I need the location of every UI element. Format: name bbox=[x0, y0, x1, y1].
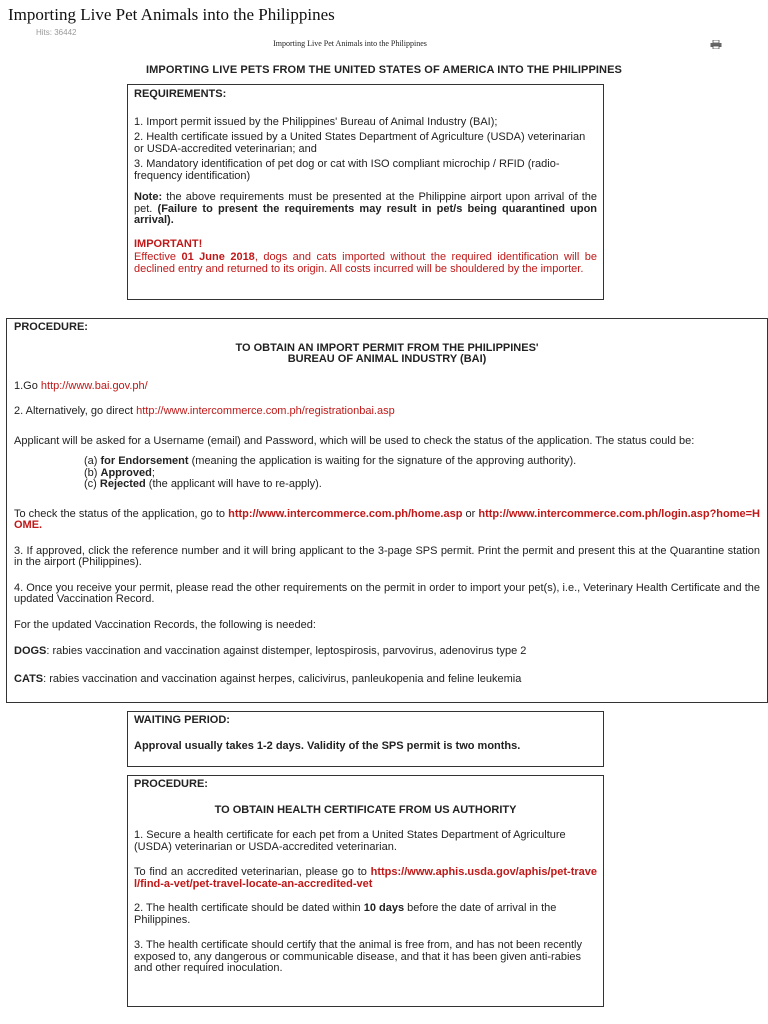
requirement-item-3: 3. Mandatory identification of pet dog or cat with ISO compliant microchip / RFID (radio-frequency identification) bbox=[134, 158, 560, 182]
status-endorsement bbox=[84, 456, 660, 468]
step-2-prefix: 2. Alternatively, go direct bbox=[14, 405, 137, 417]
note-text: the above requirements must be presented at the Philippine airport upon arrival of the pet. bbox=[134, 191, 597, 215]
find-vet bbox=[134, 867, 597, 890]
status-c-bold: Rejected bbox=[99, 478, 146, 490]
main-heading: IMPORTING LIVE PETS FROM THE UNITED STATES OF AMERICA INTO THE PHILIPPINES bbox=[146, 64, 622, 76]
hc-step-2-post: before the date of arrival in the Philippines. bbox=[134, 902, 557, 926]
document-subtitle: Importing Live Pet Animals into the Philippines bbox=[273, 39, 427, 48]
hc-step-3: 3. The health certificate should certify that the animal is free from, and has not been recently exposed to, any dangerous or communicable disease, and that it has been given anti-rabies and other required inoculation. bbox=[134, 939, 582, 974]
procedure-2-heading: PROCEDURE: bbox=[134, 778, 208, 790]
find-prefix: To find an accredited veterinarian, please go to bbox=[134, 866, 371, 878]
hc-step-2-pre: 2. The health certificate should be dated within bbox=[134, 902, 364, 914]
waiting-text: Approval usually takes 1-2 days. Validity of the SPS permit is two months. bbox=[134, 739, 521, 752]
dogs-text: : rabies vaccination and vaccination against distemper, leptospirosis, parvovirus, adenovirus type 2 bbox=[46, 645, 527, 657]
hc-step-1: 1. Secure a health certificate for each pet from a United States Department of Agriculture (USDA) veterinarian or USDA-accredited veterinarian. bbox=[134, 829, 566, 853]
requirements-box bbox=[127, 84, 604, 300]
home-link[interactable]: http://www.intercommerce.com.ph/home.asp bbox=[228, 507, 463, 520]
dogs-requirements bbox=[14, 646, 760, 658]
status-rejected bbox=[84, 479, 660, 491]
requirements-heading: REQUIREMENTS: bbox=[134, 88, 227, 100]
printer-icon[interactable] bbox=[710, 40, 722, 48]
hits-counter: Hits: 36442 bbox=[36, 28, 77, 37]
login-link[interactable]: http://www.intercommerce.com.ph/login.asp?home=HOME. bbox=[14, 507, 760, 531]
import-permit-subheading-2: BUREAU OF ANIMAL INDUSTRY (BAI) bbox=[287, 353, 487, 365]
important-text bbox=[134, 252, 597, 275]
registration-link[interactable]: http://www.intercommerce.com.ph/registrationbai.asp bbox=[136, 405, 395, 417]
note-bold: (Failure to present the requirements may result in pet/s being quarantined upon arrival). bbox=[134, 202, 598, 226]
page-title: Importing Live Pet Animals into the Philippines bbox=[8, 5, 335, 24]
procedure-heading: PROCEDURE: bbox=[14, 321, 88, 333]
cats-requirements bbox=[14, 674, 760, 686]
status-a-prefix: (a) bbox=[84, 455, 101, 467]
import-permit-procedure-box bbox=[6, 318, 768, 703]
find-vet-link[interactable]: https://www.aphis.usda.gov/aphis/pet-travel/find-a-vet/pet-travel-locate-an-accredited-vet bbox=[134, 866, 597, 890]
cats-text: : rabies vaccination and vaccination against herpes, calicivirus, panleukopenia and feline leukemia bbox=[43, 672, 522, 685]
important-post: , dogs and cats imported without the required identification will be declined entry and returned to its origin. All costs incurred will be shouldered by the importer. bbox=[134, 251, 597, 275]
note-label: Note: bbox=[134, 191, 163, 203]
applicant-instructions: Applicant will be asked for a Username (email) and Password, which will be used to check the status of the application. The status could be: bbox=[14, 434, 695, 447]
check-status bbox=[14, 509, 760, 532]
status-list bbox=[14, 456, 760, 491]
check-or: or bbox=[462, 507, 479, 520]
status-b-prefix: (b) bbox=[84, 466, 101, 479]
status-b-bold: Approved bbox=[100, 466, 152, 479]
important-pre: Effective bbox=[134, 251, 182, 263]
step-4: 4. Once you receive your permit, please read the other requirements on the permit in order to import your pet(s), i.e., Veterinary Health Certificate and the updated Vaccination Record. bbox=[14, 581, 760, 605]
important-date: 01 June 2018 bbox=[181, 251, 255, 263]
cats-label: CATS bbox=[14, 672, 44, 685]
check-prefix: To check the status of the application, go to bbox=[14, 507, 229, 520]
vaccination-intro: For the updated Vaccination Records, the following is needed: bbox=[14, 618, 316, 631]
dogs-label: DOGS bbox=[14, 645, 47, 657]
status-c-text: (the applicant will have to re-apply). bbox=[145, 478, 322, 490]
status-a-text: (meaning the application is waiting for the signature of the approving authority). bbox=[188, 455, 577, 467]
import-permit-subheading-1: TO OBTAIN AN IMPORT PERMIT FROM THE PHILIPPINES' bbox=[235, 341, 539, 354]
status-a-bold: for Endorsement bbox=[100, 455, 189, 467]
step-2 bbox=[14, 406, 760, 418]
hc-step-2-bold: 10 days bbox=[363, 902, 405, 914]
requirement-item-2: 2. Health certificate issued by a United States Department of Agriculture (USDA) veterinarian or USDA-accredited veterinarian; and bbox=[134, 131, 586, 155]
step-3: 3. If approved, click the reference number and it will bring applicant to the 3-page SPS permit. Print the permit and present this at the Quarantine station in the airport (Philippines). bbox=[14, 544, 760, 568]
important-label: IMPORTANT! bbox=[134, 237, 203, 250]
health-certificate-procedure-box bbox=[127, 775, 604, 1007]
waiting-period-box bbox=[127, 711, 604, 767]
step-1 bbox=[14, 381, 760, 393]
hc-step-2 bbox=[134, 903, 597, 926]
status-b-text: ; bbox=[151, 466, 155, 479]
bai-link[interactable]: http://www.bai.gov.ph/ bbox=[40, 379, 148, 392]
requirements-note bbox=[134, 192, 597, 227]
step-1-prefix: 1.Go bbox=[14, 379, 41, 392]
status-c-prefix: (c) bbox=[84, 478, 100, 490]
waiting-heading: WAITING PERIOD: bbox=[134, 714, 230, 726]
health-certificate-subheading: TO OBTAIN HEALTH CERTIFICATE FROM US AUTHORITY bbox=[214, 803, 517, 816]
requirement-item-1: 1. Import permit issued by the Philippines' Bureau of Animal Industry (BAI); bbox=[134, 115, 498, 128]
